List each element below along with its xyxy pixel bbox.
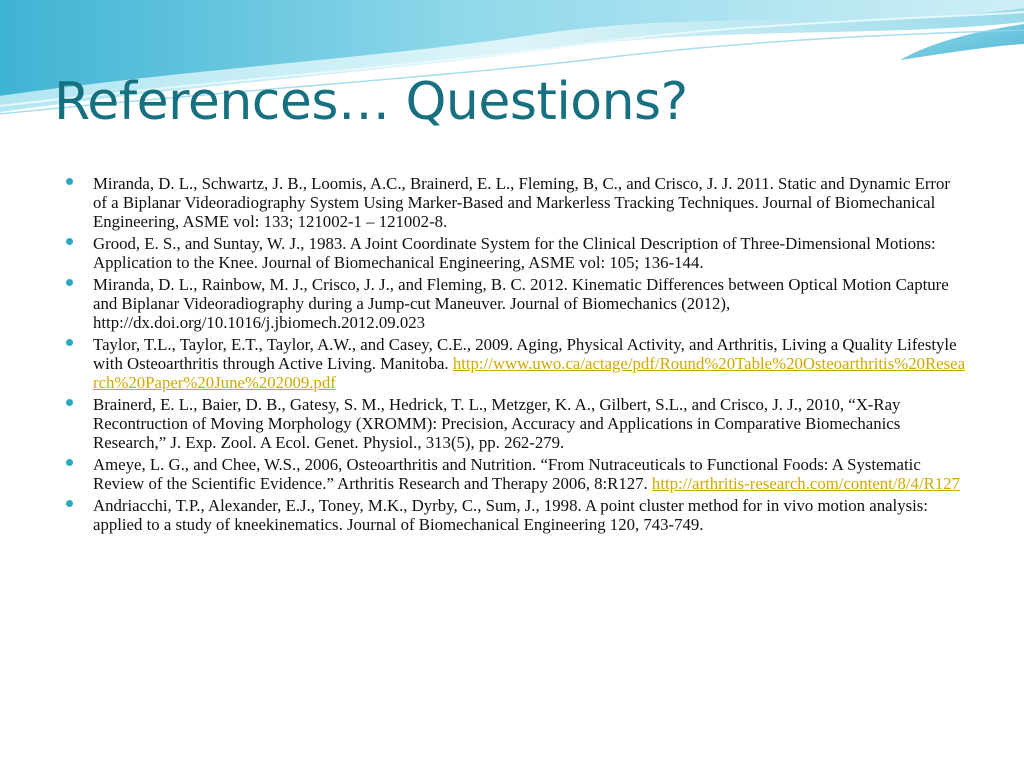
bullet-icon — [66, 399, 73, 406]
reference-link[interactable]: http://arthritis-research.com/content/8/4/R127 — [651, 474, 960, 493]
reference-item — [66, 234, 966, 272]
bullet-icon — [66, 339, 73, 346]
reference-text: Brainerd, E. L., Baier, D. B., Gatesy, S. M., Hedrick, T. L., Metzger, K. A., Gilbert, S.L., and Crisco, J. J., 2010, “X-Ray Recontruction of Moving Morphology (XROMM): Precision, Accuracy and Applications in Comparative Biomechanics Research,” J. Exp. Zool. A Ecol. Genet. Physiol., 313(5), pp. 262-279. — [93, 395, 901, 452]
bullet-icon — [66, 178, 73, 185]
reference-text: Miranda, D. L., Rainbow, M. J., Crisco, J. J., and Fleming, B. C. 2012. Kinematic Differences between Optical Motion Capture and Biplanar Videoradiography during a Jump-cut Maneuver. Journal of Biomechanics (2012), http://dx.doi.org/10.1016/j.jbiomech.2012.09.023 — [93, 275, 949, 332]
bullet-icon — [66, 279, 73, 286]
slide-title: References… Questions? — [54, 72, 688, 132]
reference-item — [66, 496, 966, 534]
reference-text: Andriacchi, T.P., Alexander, E.J., Toney, M.K., Dyrby, C., Sum, J., 1998. A point cluster method for in vivo motion analysis: applied to a study of kneekinematics. Journal of Biomechanical Engineering 120, 743-749. — [93, 496, 928, 534]
reference-text: Taylor, T.L., Taylor, E.T., Taylor, A.W., and Casey, C.E., 2009. Aging, Physical Activity, and Arthritis, Living a Quality Lifestyle with Osteoarthritis through Active Living. Manitoba. — [93, 335, 957, 373]
reference-link[interactable]: http://www.uwo.ca/actage/pdf/Round%20Table%20Osteoarthritis%20Research%20Paper%20June%202009.pdf — [93, 354, 966, 392]
reference-item — [66, 174, 966, 231]
reference-item — [66, 335, 966, 392]
bullet-icon — [66, 459, 73, 466]
reference-item — [66, 275, 966, 332]
bullet-icon — [66, 238, 73, 245]
bullet-icon — [66, 500, 73, 507]
reference-text: Ameye, L. G., and Chee, W.S., 2006, Osteoarthritis and Nutrition. “From Nutraceuticals to Functional Foods: A Systematic Review of the Scientific Evidence.” Arthritis Research and Therapy 2006, 8:R127. — [93, 455, 921, 493]
reference-item — [66, 395, 966, 452]
reference-list — [66, 174, 966, 537]
reference-text: Grood, E. S., and Suntay, W. J., 1983. A Joint Coordinate System for the Clinical Description of Three-Dimensional Motions: Application to the Knee. Journal of Biomechanical Engineering, ASME vol: 105; 136-144. — [93, 234, 936, 272]
reference-item — [66, 455, 966, 493]
reference-text: Miranda, D. L., Schwartz, J. B., Loomis, A.C., Brainerd, E. L., Fleming, B, C., and Crisco, J. J. 2011. Static and Dynamic Error of a Biplanar Videoradiography System Using Marker-Based and Markerless Tracking Techniques. Journal of Biomechanical Engineering, ASME vol: 133; 121002-1 – 121002-8. — [93, 174, 950, 231]
